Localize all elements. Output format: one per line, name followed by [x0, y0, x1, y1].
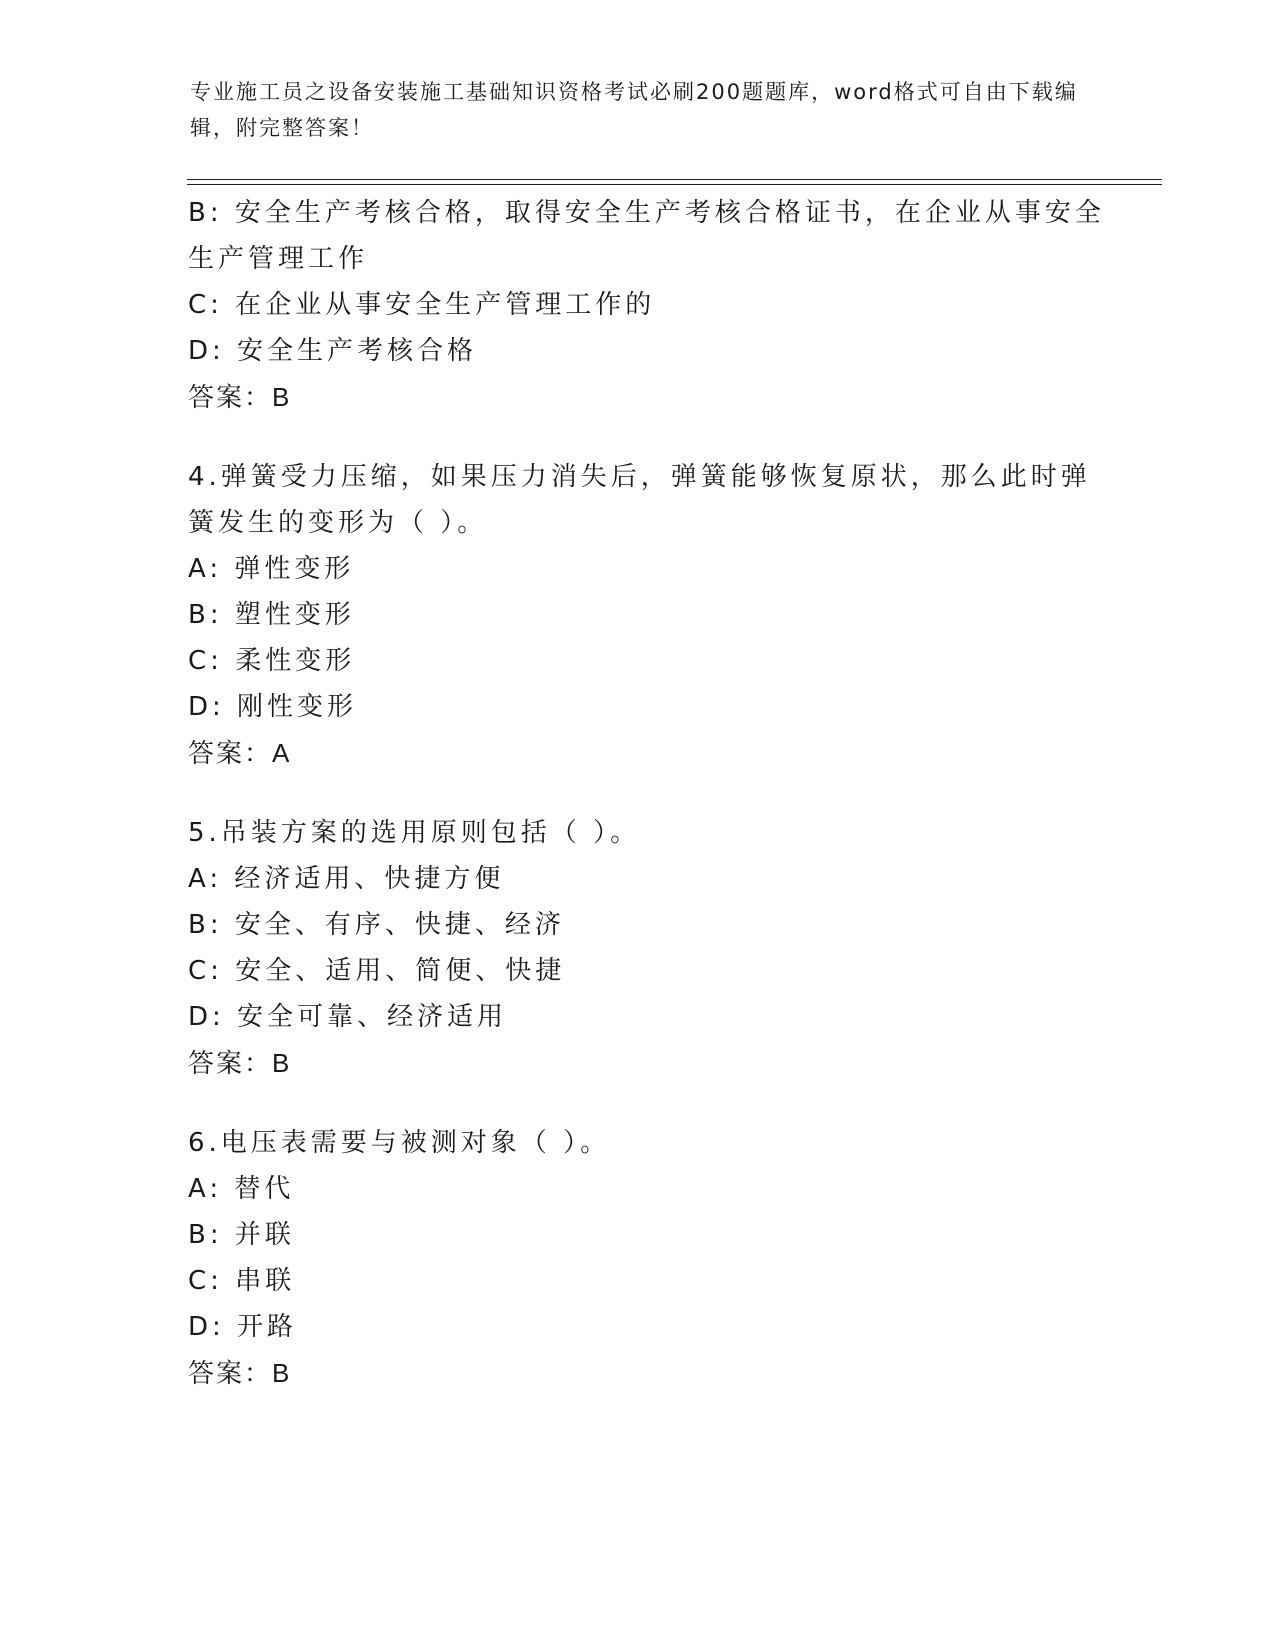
option-b — [188, 902, 1108, 948]
option-text: 并联 — [234, 1220, 295, 1250]
option-label: A: — [188, 554, 223, 584]
option-label: B: — [188, 910, 223, 940]
option-text: 塑性变形 — [234, 600, 355, 630]
answer-line: 答案：B — [188, 1358, 292, 1388]
option-label: D: — [188, 1002, 225, 1032]
question-list — [188, 190, 1108, 1396]
answer-line: 答案：B — [188, 1048, 292, 1078]
option-label: D: — [188, 692, 225, 722]
option-d — [188, 994, 1108, 1040]
option-text: 安全可靠、经济适用 — [237, 1002, 508, 1032]
option-text: 安全生产考核合格 — [237, 336, 478, 366]
document-header: 专业施工员之设备安装施工基础知识资格考试必刷200题题库，word格式可自由下载编辑，附完整答案！ — [190, 80, 1078, 140]
option-text: 在企业从事安全生产管理工作的 — [235, 290, 656, 320]
option-text: 开路 — [237, 1312, 298, 1342]
answer-line: 答案：B — [188, 382, 292, 412]
option-a — [188, 1166, 1108, 1212]
option-label: A: — [188, 1174, 223, 1204]
option-b — [188, 1212, 1108, 1258]
option-d — [188, 1304, 1108, 1350]
option-label: B: — [188, 198, 223, 228]
option-label: D: — [188, 1312, 225, 1342]
answer-line: 答案：A — [188, 738, 292, 768]
option-text: 经济适用、快捷方便 — [234, 864, 505, 894]
question-stem: 4.弹簧受力压缩，如果压力消失后，弹簧能够恢复原状，那么此时弹簧发生的变形为（ ）。 — [188, 462, 1091, 538]
option-a — [188, 856, 1108, 902]
option-label: D: — [188, 336, 225, 366]
option-label: C: — [188, 646, 223, 676]
option-label: B: — [188, 1220, 223, 1250]
option-c — [188, 638, 1108, 684]
option-label: C: — [188, 956, 223, 986]
option-text: 安全、适用、简便、快捷 — [235, 956, 566, 986]
header-divider-bottom — [187, 184, 1162, 185]
option-c — [188, 1258, 1108, 1304]
option-label: A: — [188, 864, 223, 894]
question-3-continued — [188, 190, 1108, 420]
option-d — [188, 684, 1108, 730]
option-label: C: — [188, 290, 223, 320]
option-text: 柔性变形 — [235, 646, 356, 676]
option-text: 串联 — [235, 1266, 296, 1296]
option-label: B: — [188, 600, 223, 630]
question-stem: 5.吊装方案的选用原则包括（ ）。 — [188, 818, 641, 848]
option-text: 安全、有序、快捷、经济 — [234, 910, 565, 940]
option-c — [188, 282, 1108, 328]
question-6 — [188, 1120, 1108, 1396]
option-text: 刚性变形 — [237, 692, 358, 722]
option-text: 替代 — [234, 1174, 295, 1204]
option-c — [188, 948, 1108, 994]
option-a — [188, 546, 1108, 592]
question-4 — [188, 454, 1108, 776]
question-5 — [188, 810, 1108, 1086]
option-b — [188, 592, 1108, 638]
question-stem: 6.电压表需要与被测对象（ ）。 — [188, 1128, 611, 1158]
option-d — [188, 328, 1108, 374]
header-divider-top — [187, 179, 1162, 180]
option-b — [188, 190, 1108, 282]
option-text: 弹性变形 — [234, 554, 355, 584]
option-text: 安全生产考核合格，取得安全生产考核合格证书，在企业从事安全生产管理工作 — [188, 198, 1105, 274]
option-label: C: — [188, 1266, 223, 1296]
